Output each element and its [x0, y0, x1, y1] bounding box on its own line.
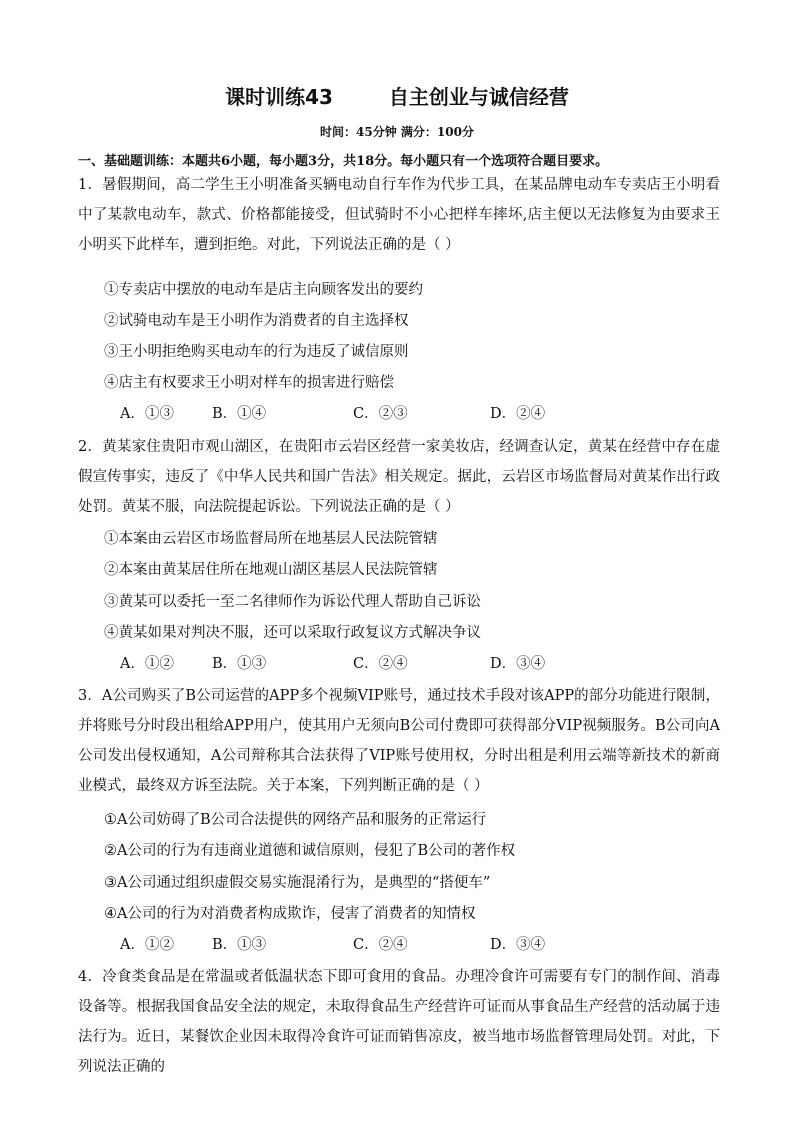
- question-1-choice-b: B．①④: [212, 406, 267, 422]
- page-title: [0, 84, 794, 110]
- question-3-choice-d: D．③④: [490, 937, 546, 953]
- question-1-choice-c: C．②③: [353, 406, 408, 422]
- question-2-choice-c: C．②④: [353, 656, 408, 672]
- question-3-option-3: ③A公司通过组织虚假交易实施混淆行为，是典型的“搭便车”: [104, 875, 491, 891]
- title-lesson-number: 课时训练43: [225, 85, 333, 109]
- question-2-option-2: ②本案由黄某居住所在地观山湖区基层人民法院管辖: [104, 562, 438, 578]
- question-1-choice-a: A．①③: [120, 406, 174, 422]
- question-2-choice-a: A．①②: [120, 656, 174, 672]
- question-1-option-1: ①专卖店中摆放的电动车是店主向顾客发出的要约: [104, 282, 423, 298]
- question-2-choice-d: D．③④: [490, 656, 546, 672]
- question-2-stem: 2．黄某家住贵阳市观山湖区，在贵阳市云岩区经营一家美妆店，经调查认定，黄某在经营中存在虚假宣传事实，违反了《中华人民共和国广告法》相关规定。据此，云岩区市场监督局对黄某作出行政处罚。黄某不服，向法院提起诉讼。下列说法正确的是（ ）: [78, 439, 720, 515]
- question-2-option-1: ①本案由云岩区市场监督局所在地基层人民法院管辖: [104, 531, 438, 547]
- question-2-option-3: ③黄某可以委托一至二名律师作为诉讼代理人帮助自己诉讼: [104, 594, 481, 610]
- question-3-choice-a: A．①②: [120, 937, 174, 953]
- question-3-choice-c: C．②④: [353, 937, 408, 953]
- question-3-choice-b: B．①③: [212, 937, 267, 953]
- question-1-choice-d: D．②④: [490, 406, 546, 422]
- question-1-option-3: ③王小明拒绝购买电动车的行为违反了诚信原则: [104, 344, 409, 360]
- time-score-info: 时间：45分钟 满分：100分: [320, 125, 474, 139]
- question-2-choice-b: B．①③: [212, 656, 267, 672]
- question-3-option-4: ④A公司的行为对消费者构成欺诈，侵害了消费者的知情权: [104, 906, 476, 922]
- question-1-option-4: ④店主有权要求王小明对样车的损害进行赔偿: [104, 375, 394, 391]
- question-1-option-2: ②试骑电动车是王小明作为消费者的自主选择权: [104, 313, 409, 329]
- question-2-option-4: ④黄某如果对判决不服，还可以采取行政复议方式解决争议: [104, 625, 481, 641]
- section-heading: 一、基础题训练：本题共6小题，每小题3分，共18分。每小题只有一个选项符合题目要求。: [78, 154, 609, 169]
- question-4-stem: 4．冷食类食品是在常温或者低温状态下即可食用的食品。办理冷食许可需要有专门的制作间、消毒设备等。根据我国食品安全法的规定，未取得食品生产经营许可证而从事食品生产经营的活动属于违法行为。近日，某餐饮企业因未取得冷食许可证而销售凉皮，被当地市场监督管理局处罚。对此，下列说法正确的: [78, 969, 720, 1075]
- question-3-stem: 3．A公司购买了B公司运营的APP多个视频VIP账号，通过技术手段对该APP的部分功能进行限制，并将账号分时段出租给APP用户，使其用户无须向B公司付费即可获得部分VIP视频服务。B公司向A公司发出侵权通知，A公司辩称其合法获得了VIP账号使用权，分时出租是利用云端等新技术的新商业模式，最终双方诉至法院。关于本案，下列判断正确的是（ ）: [78, 688, 720, 794]
- title-topic: 自主创业与诚信经营: [388, 85, 569, 109]
- question-1-stem: 1．暑假期间，高二学生王小明准备买辆电动自行车作为代步工具，在某品牌电动车专卖店王小明看中了某款电动车，款式、价格都能接受，但试骑时不小心把样车摔坏,店主便以无法修复为由要求王小明买下此样车，遭到拒绝。对此，下列说法正确的是（ ）: [78, 177, 720, 253]
- question-3-option-1: ①A公司妨碍了B公司合法提供的网络产品和服务的正常运行: [104, 812, 487, 828]
- question-3-option-2: ②A公司的行为有违商业道德和诚信原则，侵犯了B公司的著作权: [104, 843, 516, 859]
